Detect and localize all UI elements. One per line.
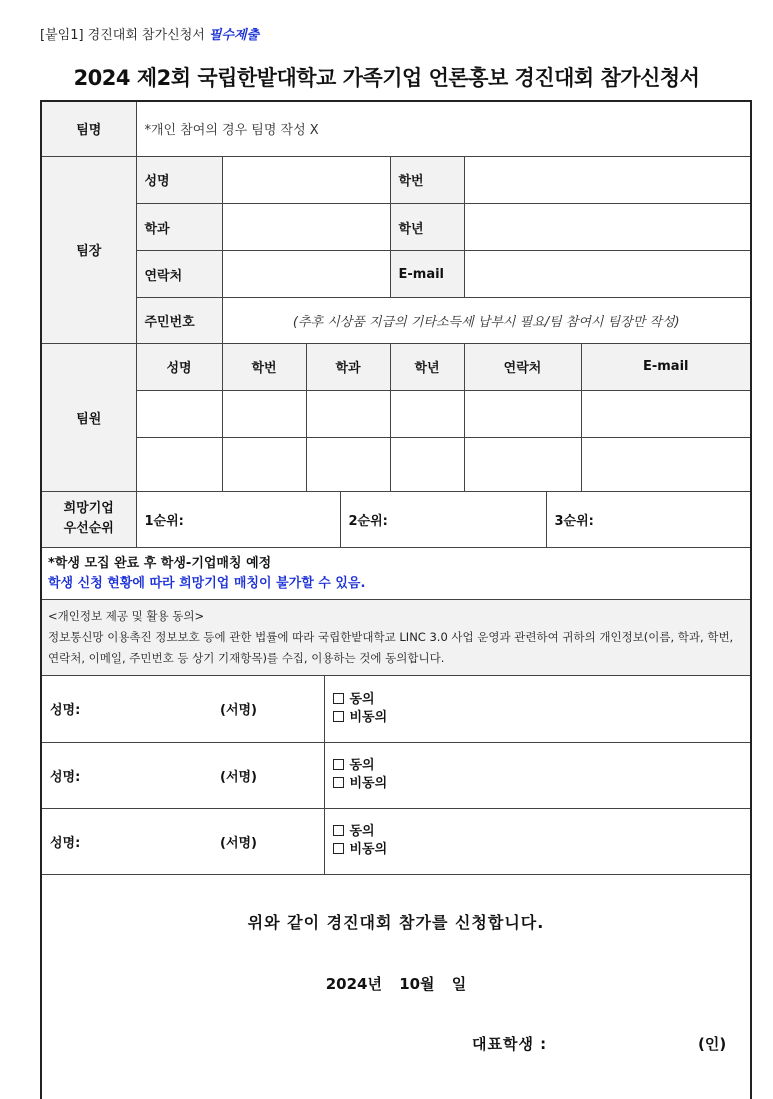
leader-label: 팀장 — [42, 157, 136, 344]
leader-grade-field[interactable] — [464, 204, 750, 251]
member-cell[interactable] — [306, 390, 390, 437]
team-name-field[interactable]: *개인 참여의 경우 팀명 작성 X — [136, 102, 750, 156]
consent-table — [42, 676, 750, 875]
consent-options — [324, 742, 750, 808]
agree-label: 동의 — [349, 691, 375, 707]
leader-student-id-field[interactable] — [464, 157, 750, 204]
disagree-label: 비동의 — [349, 709, 388, 725]
agree-checkbox[interactable] — [333, 691, 743, 709]
member-cell[interactable] — [306, 437, 390, 491]
member-cell[interactable] — [464, 437, 581, 491]
disagree-checkbox[interactable] — [333, 775, 743, 793]
agree-checkbox[interactable] — [333, 823, 743, 841]
application-form — [40, 100, 752, 1099]
representative-label: 대표학생 : — [472, 1034, 548, 1053]
leader-email-field[interactable] — [464, 251, 750, 298]
checkbox-icon — [333, 843, 344, 854]
member-row — [42, 390, 750, 437]
leader-contact-label: 연락처 — [136, 251, 222, 298]
member-cell[interactable] — [390, 437, 464, 491]
leader-name-field[interactable] — [222, 157, 390, 204]
members-header: 연락처 — [464, 344, 581, 390]
date-month[interactable]: 10월 — [399, 974, 435, 993]
member-cell[interactable] — [581, 437, 750, 491]
consent-name-label: 성명: — [50, 835, 81, 851]
member-cell[interactable] — [222, 390, 306, 437]
attachment-text: [붙임1] 경진대회 참가신청서 — [40, 28, 205, 43]
preference-label-line2: 우선순위 — [63, 521, 114, 537]
signature-cell[interactable] — [42, 676, 324, 742]
closing-statement: 위와 같이 경진대회 참가를 신청합니다. — [247, 912, 545, 932]
checkbox-icon — [333, 777, 344, 788]
members-table — [42, 344, 750, 492]
disagree-checkbox[interactable] — [333, 709, 743, 727]
leader-grade-label: 학년 — [390, 204, 464, 251]
member-cell[interactable] — [581, 390, 750, 437]
members-label: 팀원 — [42, 344, 136, 491]
member-cell[interactable] — [136, 390, 222, 437]
leader-table — [42, 157, 750, 345]
leader-dept-label: 학과 — [136, 204, 222, 251]
rank3-field[interactable]: 3순위: — [546, 492, 750, 548]
notice-line1: *학생 모집 완료 후 학생-기업매칭 예정 — [48, 556, 272, 571]
consent-options — [324, 808, 750, 874]
signature-label: (서명) — [220, 703, 257, 719]
member-cell[interactable] — [222, 437, 306, 491]
disagree-label: 비동의 — [349, 842, 388, 857]
page-title: 2024 제2회 국립한밭대학교 가족기업 언론홍보 경진대회 참가신청서 — [73, 66, 700, 90]
rank1-field[interactable]: 1순위: — [136, 492, 340, 548]
members-header: E-mail — [581, 344, 750, 390]
agree-label: 동의 — [349, 758, 375, 773]
agree-label: 동의 — [349, 824, 375, 839]
checkbox-icon — [333, 825, 344, 836]
leader-email-label: E-mail — [390, 251, 464, 298]
signature-label: (서명) — [220, 769, 257, 785]
member-row — [42, 437, 750, 491]
preference-table — [42, 492, 750, 549]
notice-line2: 학생 신청 현황에 따라 희망기업 매칭이 불가할 수 있음. — [48, 576, 366, 591]
signature-cell[interactable] — [42, 742, 324, 808]
team-name-table — [42, 102, 750, 157]
consent-row — [42, 676, 750, 742]
privacy-title: <개인정보 제공 및 활용 동의> — [48, 609, 205, 623]
required-badge: 필수제출 — [208, 28, 260, 43]
member-cell[interactable] — [136, 437, 222, 491]
privacy-body: 정보통신망 이용촉진 정보보호 등에 관한 법률에 따라 국립한밭대학교 LINC 3.0 사업 운영과 관련하여 귀하의 개인정보(이름, 학과, 학번, 연락처, 이메일, 주민번호 등 상기 기재항목)를 수집, 이용하는 것에 동의합니다. — [48, 630, 734, 665]
signature-label: (서명) — [220, 835, 257, 851]
checkbox-icon — [333, 759, 344, 770]
closing-section — [42, 875, 750, 1075]
leader-student-id-label: 학번 — [390, 157, 464, 204]
date-year: 2024년 — [325, 974, 382, 993]
consent-row — [42, 808, 750, 874]
preference-label — [42, 492, 136, 548]
member-cell[interactable] — [390, 390, 464, 437]
consent-options — [324, 676, 750, 742]
date-day[interactable]: 일 — [451, 974, 467, 993]
agree-checkbox[interactable] — [333, 757, 743, 775]
disagree-label: 비동의 — [349, 776, 388, 791]
leader-dept-field[interactable] — [222, 204, 390, 251]
matching-notice — [42, 548, 750, 600]
checkbox-icon — [333, 693, 344, 704]
signature-cell[interactable] — [42, 808, 324, 874]
members-header: 학번 — [222, 344, 306, 390]
checkbox-icon — [333, 711, 344, 722]
team-name-label: 팀명 — [42, 102, 136, 156]
leader-resident-label: 주민번호 — [136, 298, 222, 344]
member-cell[interactable] — [464, 390, 581, 437]
consent-name-label: 성명: — [50, 769, 81, 785]
application-date — [42, 973, 750, 994]
disagree-checkbox[interactable] — [333, 841, 743, 859]
leader-contact-field[interactable] — [222, 251, 390, 298]
attachment-label — [40, 24, 259, 43]
consent-row — [42, 742, 750, 808]
privacy-consent-text — [42, 600, 750, 676]
preference-label-line1: 희망기업 — [63, 501, 114, 517]
members-header: 학년 — [390, 344, 464, 390]
consent-name-label: 성명: — [50, 703, 81, 719]
leader-resident-field[interactable]: (추후 시상품 지급의 기타소득세 납부시 필요/팀 참여시 팀장만 작성) — [222, 298, 750, 344]
members-header: 학과 — [306, 344, 390, 390]
rank2-field[interactable]: 2순위: — [340, 492, 546, 548]
leader-name-label: 성명 — [136, 157, 222, 204]
seal-label: (인) — [698, 1034, 727, 1053]
members-header: 성명 — [136, 344, 222, 390]
